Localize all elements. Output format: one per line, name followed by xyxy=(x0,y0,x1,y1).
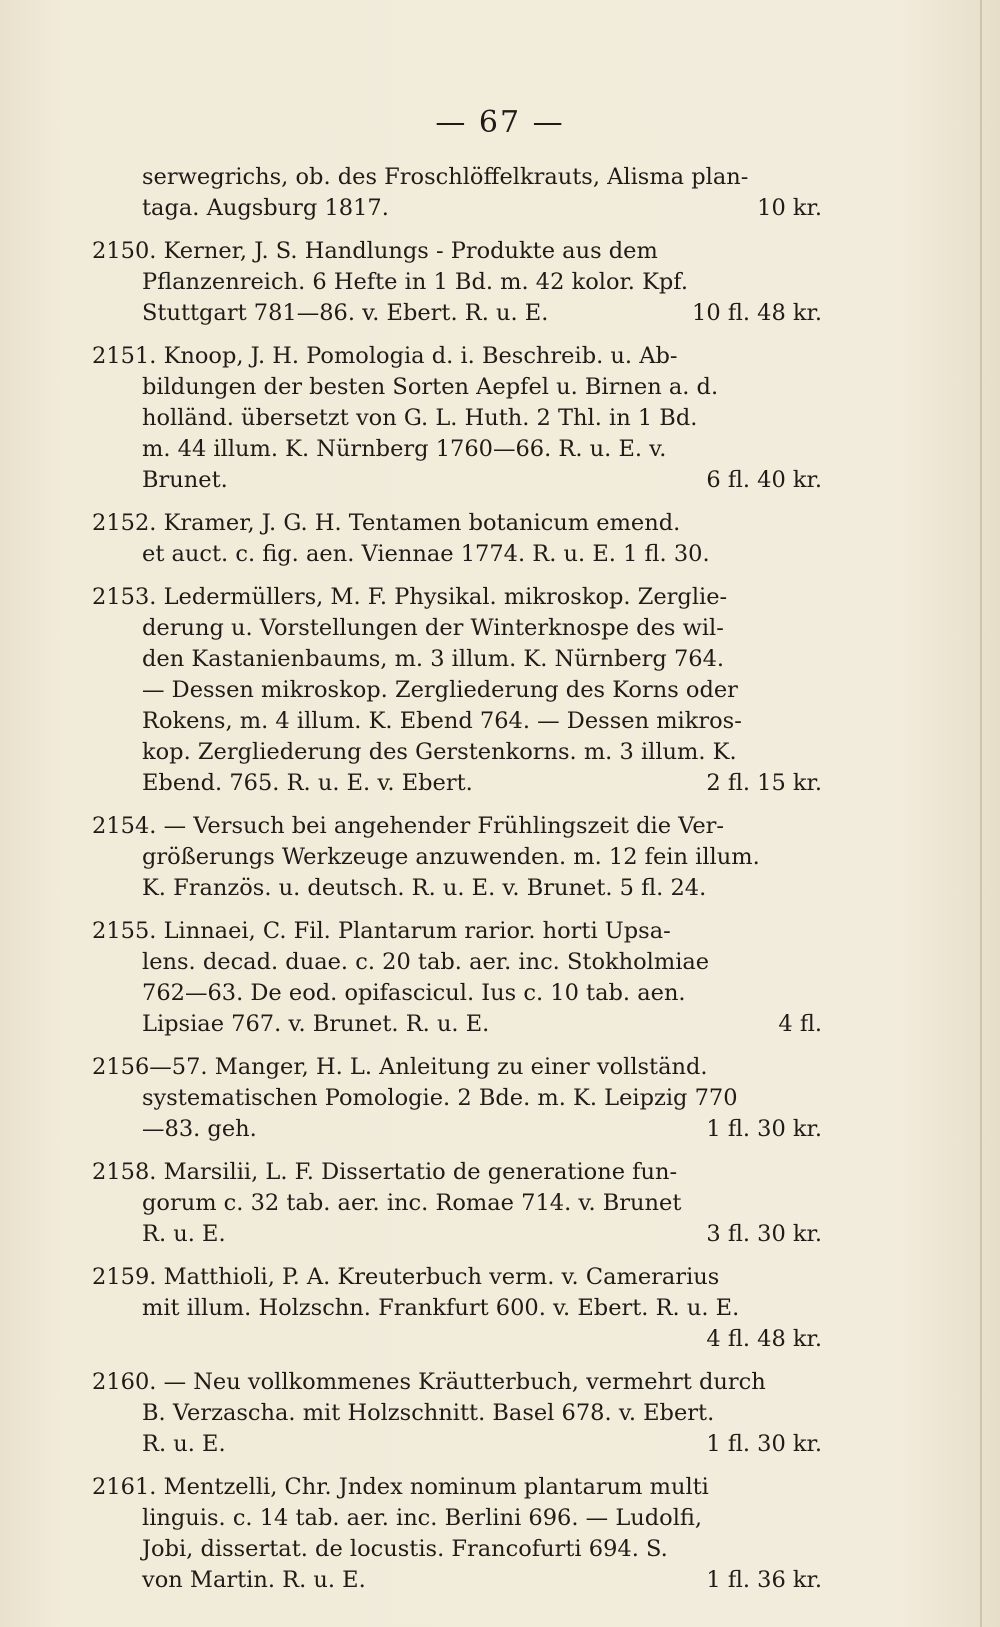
entry-line xyxy=(92,1367,822,1398)
entry-text: 2156—57. Manger, H. L. Anleitung zu einer vollständ. xyxy=(92,1054,708,1080)
entry-line xyxy=(92,1503,822,1534)
catalog-entry xyxy=(92,341,822,496)
entry-text: 2161. Mentzelli, Chr. Jndex nominum plantarum multi xyxy=(92,1474,709,1500)
entry-line xyxy=(92,1262,822,1293)
page-edge xyxy=(980,0,982,1627)
entry-line xyxy=(92,539,822,570)
entry-text: 2153. Ledermüllers, M. F. Physikal. mikroskop. Zerglie- xyxy=(92,584,728,610)
catalog-entry xyxy=(92,1157,822,1250)
entry-line xyxy=(92,1534,822,1565)
entry-line xyxy=(92,1324,822,1355)
entry-line xyxy=(92,582,822,613)
entry-price: 2 fl. 15 kr. xyxy=(706,770,822,796)
entry-line xyxy=(92,434,822,465)
entry-line xyxy=(92,193,822,224)
entry-line xyxy=(92,403,822,434)
entry-line xyxy=(92,811,822,842)
entry-text: linguis. c. 14 tab. aer. inc. Berlini 696. — Ludolfi, xyxy=(142,1505,703,1531)
entry-line xyxy=(92,341,822,372)
entry-text: 2158. Marsilii, L. F. Dissertatio de generatione fun- xyxy=(92,1159,678,1185)
catalog-entry xyxy=(92,1472,822,1596)
entry-line xyxy=(92,1565,822,1596)
entry-price: 1 fl. 30 kr. xyxy=(706,1116,822,1142)
entry-price: 6 fl. 40 kr. xyxy=(706,467,822,493)
entry-line xyxy=(92,162,822,193)
entry-price: 3 fl. 30 kr. xyxy=(706,1221,822,1247)
catalog-entry xyxy=(92,236,822,329)
entry-line xyxy=(92,372,822,403)
catalog-entry xyxy=(92,811,822,904)
entry-line xyxy=(92,613,822,644)
entry-text: Pflanzenreich. 6 Hefte in 1 Bd. m. 42 kolor. Kpf. xyxy=(142,269,688,295)
entry-text: den Kastanienbaums, m. 3 illum. K. Nürnberg 764. xyxy=(142,646,725,672)
entry-line xyxy=(92,675,822,706)
entry-text: —83. geh. xyxy=(142,1116,257,1142)
entry-line xyxy=(92,978,822,1009)
entry-text: 2155. Linnaei, C. Fil. Plantarum rarior. horti Upsa- xyxy=(92,918,671,944)
entry-text: 2154. — Versuch bei angehender Frühlingszeit die Ver- xyxy=(92,813,725,839)
entry-text: kop. Zergliederung des Gerstenkorns. m. 3 illum. K. xyxy=(142,739,737,765)
entry-text: bildungen der besten Sorten Aepfel u. Birnen a. d. xyxy=(142,374,719,400)
entry-line xyxy=(92,298,822,329)
entry-line xyxy=(92,706,822,737)
entry-price: 4 fl. 48 kr. xyxy=(706,1326,822,1352)
entry-text: R. u. E. xyxy=(142,1221,226,1247)
entry-text: m. 44 illum. K. Nürnberg 1760—66. R. u. E. v. xyxy=(142,436,667,462)
catalog-entry xyxy=(92,916,822,1040)
entry-line xyxy=(92,644,822,675)
entry-line xyxy=(92,1219,822,1250)
entry-line xyxy=(92,1114,822,1145)
entry-text: systematischen Pomologie. 2 Bde. m. K. Leipzig 770 xyxy=(142,1085,738,1111)
entry-text: taga. Augsburg 1817. xyxy=(142,195,389,221)
page-number: — 67 — xyxy=(435,105,565,140)
entry-text: serwegrichs, ob. des Froschlöffelkrauts, Alisma plan- xyxy=(142,164,749,190)
catalog-entry xyxy=(92,1052,822,1145)
entry-line xyxy=(92,508,822,539)
catalog-entry xyxy=(92,1262,822,1355)
entry-line xyxy=(92,916,822,947)
catalog-entries xyxy=(92,162,822,1608)
entry-text: 2160. — Neu vollkommenes Kräutterbuch, vermehrt durch xyxy=(92,1369,766,1395)
entry-line xyxy=(92,1398,822,1429)
catalog-entry xyxy=(92,508,822,570)
catalog-entry xyxy=(92,582,822,799)
entry-text: Brunet. xyxy=(142,467,228,493)
entry-text: K. Französ. u. deutsch. R. u. E. v. Brunet. 5 fl. 24. xyxy=(142,875,707,901)
entry-text: Rokens, m. 4 illum. K. Ebend 764. — Dessen mikros- xyxy=(142,708,742,734)
entry-text: 2151. Knoop, J. H. Pomologia d. i. Beschreib. u. Ab- xyxy=(92,343,678,369)
entry-line xyxy=(92,947,822,978)
entry-price: 1 fl. 36 kr. xyxy=(706,1567,822,1593)
entry-text: 2152. Kramer, J. G. H. Tentamen botanicum emend. xyxy=(92,510,681,536)
entry-text: et auct. c. fig. aen. Viennae 1774. R. u. E. 1 fl. 30. xyxy=(142,541,710,567)
entry-text: mit illum. Holzschn. Frankfurt 600. v. Ebert. R. u. E. xyxy=(142,1295,740,1321)
entry-text: größerungs Werkzeuge anzuwenden. m. 12 fein illum. xyxy=(142,844,760,870)
entry-line xyxy=(92,1083,822,1114)
entry-line xyxy=(92,768,822,799)
entry-line xyxy=(92,1052,822,1083)
entry-line xyxy=(92,236,822,267)
entry-line xyxy=(92,1429,822,1460)
entry-line xyxy=(92,1009,822,1040)
catalog-entry xyxy=(92,162,822,224)
entry-text: 2159. Matthioli, P. A. Kreuterbuch verm. v. Camerarius xyxy=(92,1264,720,1290)
entry-text: 762—63. De eod. opifascicul. Ius c. 10 tab. aen. xyxy=(142,980,686,1006)
entry-price: 10 kr. xyxy=(757,195,822,221)
entry-text: lens. decad. duae. c. 20 tab. aer. inc. Stokholmiae xyxy=(142,949,710,975)
catalog-entry xyxy=(92,1367,822,1460)
entry-line xyxy=(92,267,822,298)
entry-line xyxy=(92,465,822,496)
entry-text: B. Verzascha. mit Holzschnitt. Basel 678. v. Ebert. xyxy=(142,1400,715,1426)
entry-text: — Dessen mikroskop. Zergliederung des Korns oder xyxy=(142,677,738,703)
entry-price: 1 fl. 30 kr. xyxy=(706,1431,822,1457)
entry-line xyxy=(92,1472,822,1503)
entry-price: 10 fl. 48 kr. xyxy=(692,300,822,326)
entry-line xyxy=(92,842,822,873)
entry-text: Stuttgart 781—86. v. Ebert. R. u. E. xyxy=(142,300,549,326)
entry-line xyxy=(92,737,822,768)
entry-text: Ebend. 765. R. u. E. v. Ebert. xyxy=(142,770,473,796)
entry-text: gorum c. 32 tab. aer. inc. Romae 714. v. Brunet xyxy=(142,1190,682,1216)
entry-price: 4 fl. xyxy=(778,1011,822,1037)
entry-line xyxy=(92,1188,822,1219)
entry-text: Jobi, dissertat. de locustis. Francofurti 694. S. xyxy=(142,1536,668,1562)
entry-text: derung u. Vorstellungen der Winterknospe des wil- xyxy=(142,615,724,641)
entry-text: R. u. E. xyxy=(142,1431,226,1457)
entry-text: holländ. übersetzt von G. L. Huth. 2 Thl. in 1 Bd. xyxy=(142,405,698,431)
entry-text: von Martin. R. u. E. xyxy=(142,1567,366,1593)
entry-line xyxy=(92,1157,822,1188)
entry-text: 2150. Kerner, J. S. Handlungs - Produkte aus dem xyxy=(92,238,658,264)
entry-text: Lipsiae 767. v. Brunet. R. u. E. xyxy=(142,1011,490,1037)
entry-line xyxy=(92,1293,822,1324)
entry-line xyxy=(92,873,822,904)
